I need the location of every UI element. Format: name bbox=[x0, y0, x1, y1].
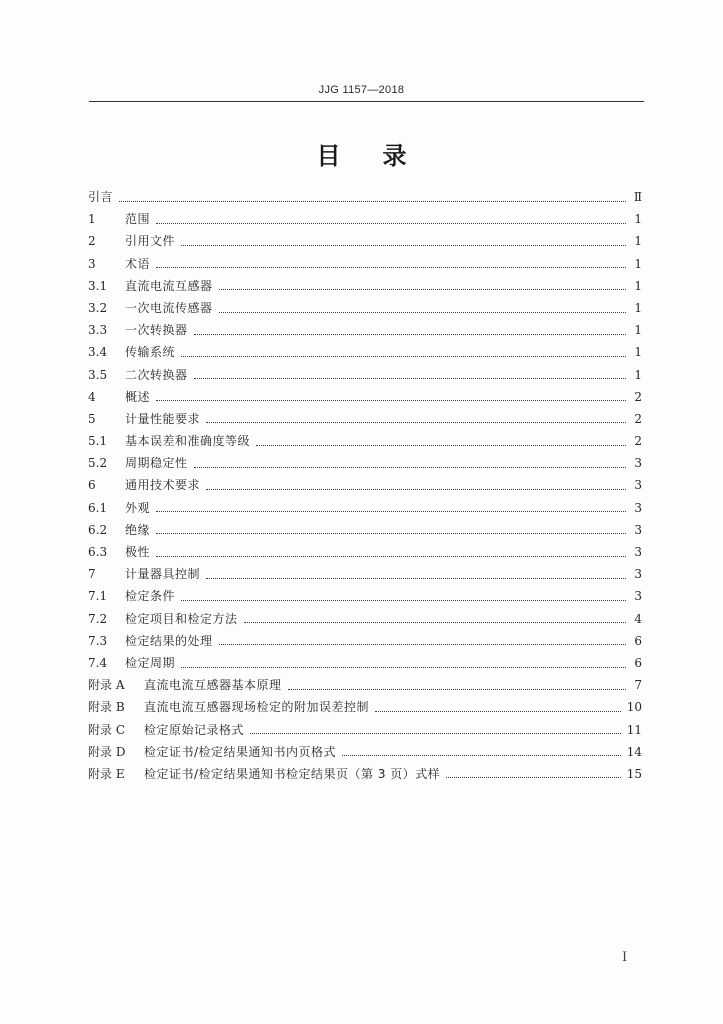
toc-entry[interactable] bbox=[88, 277, 642, 299]
toc-entry-page: 3 bbox=[634, 478, 642, 493]
toc-entry-page: 14 bbox=[626, 744, 642, 759]
standard-code: JJG 1157—2018 bbox=[318, 84, 405, 96]
toc-leader-dots bbox=[194, 334, 626, 335]
toc-leader-dots bbox=[156, 400, 626, 401]
toc-entry[interactable] bbox=[88, 299, 642, 321]
toc-entry-label: 基本误差和准确度等级 bbox=[125, 434, 251, 449]
toc-leader-dots bbox=[156, 223, 626, 224]
toc-entry-label: 直流电流互感器基本原理 bbox=[144, 678, 282, 693]
toc-entry-label: 直流电流互感器现场检定的附加误差控制 bbox=[144, 700, 370, 715]
toc-entry-number: 5.1 bbox=[88, 434, 108, 449]
toc-entry[interactable] bbox=[88, 565, 642, 587]
toc-entry-label: 术语 bbox=[125, 256, 151, 271]
toc-leader-dots bbox=[181, 245, 626, 246]
toc-entry[interactable] bbox=[88, 521, 642, 543]
toc-entry-number: 附录 E bbox=[88, 766, 125, 781]
footer-page-number: Ⅰ bbox=[622, 950, 628, 965]
toc-entry-page: 3 bbox=[634, 500, 642, 515]
toc-entry-number: 6.1 bbox=[88, 500, 108, 515]
toc-entry-number: 4 bbox=[88, 389, 96, 404]
toc-leader-dots bbox=[181, 356, 626, 357]
toc-leader-dots bbox=[156, 267, 626, 268]
toc-entry-page: 1 bbox=[634, 278, 642, 293]
toc-leader-dots bbox=[342, 755, 621, 756]
toc-leader-dots bbox=[446, 777, 620, 778]
toc-entry-page: Ⅱ bbox=[633, 190, 642, 204]
toc-entry-label: 概述 bbox=[125, 389, 151, 404]
toc-leader-dots bbox=[181, 600, 626, 601]
toc-entry-label: 通用技术要求 bbox=[125, 478, 201, 493]
toc-entry-label: 绝缘 bbox=[125, 522, 151, 537]
toc-leader-dots bbox=[119, 201, 626, 202]
toc-leader-dots bbox=[194, 378, 626, 379]
toc-entry-page: 2 bbox=[634, 389, 642, 404]
toc-leader-dots bbox=[156, 511, 626, 512]
toc-entry-number: 3.4 bbox=[88, 345, 108, 360]
toc-entry-number: 1 bbox=[88, 212, 96, 227]
toc-entry[interactable] bbox=[88, 454, 642, 476]
toc-entry-page: 3 bbox=[634, 589, 642, 604]
toc-entry-page: 11 bbox=[626, 722, 642, 737]
toc-entry-label: 外观 bbox=[125, 500, 151, 515]
toc-entry-number: 7.3 bbox=[88, 633, 108, 648]
toc-entry-label: 检定证书/检定结果通知书内页格式 bbox=[144, 744, 337, 759]
toc-entry-number: 附录 B bbox=[88, 700, 125, 715]
toc-entry-number: 6 bbox=[88, 478, 96, 493]
toc-entry[interactable] bbox=[88, 255, 642, 277]
toc-entry[interactable] bbox=[88, 654, 642, 676]
toc-entry-number: 7 bbox=[88, 567, 96, 582]
toc-entry-number: 3 bbox=[88, 256, 96, 271]
toc-entry-label: 一次转换器 bbox=[125, 323, 188, 338]
toc-entry-label: 传输系统 bbox=[125, 345, 176, 360]
toc-leader-dots bbox=[256, 445, 626, 446]
toc-entry-label: 直流电流互感器 bbox=[125, 278, 213, 293]
toc-entry[interactable] bbox=[88, 188, 642, 210]
table-of-contents bbox=[88, 188, 642, 787]
toc-entry-page: 1 bbox=[634, 367, 642, 382]
toc-entry-label: 引言 bbox=[88, 190, 114, 204]
toc-entry-number: 3.5 bbox=[88, 367, 108, 382]
toc-entry-label: 极性 bbox=[125, 545, 151, 559]
toc-entry-number: 6.3 bbox=[88, 545, 108, 559]
toc-entry-page: 4 bbox=[634, 611, 642, 626]
toc-entry-page: 2 bbox=[634, 411, 642, 426]
toc-entry-label: 周期稳定性 bbox=[125, 456, 188, 471]
toc-leader-dots bbox=[206, 578, 626, 579]
toc-entry-page: 1 bbox=[634, 345, 642, 360]
toc-entry-label: 检定周期 bbox=[125, 655, 176, 670]
page-title: 目录 bbox=[316, 142, 449, 170]
toc-leader-dots bbox=[375, 711, 621, 712]
toc-entry[interactable] bbox=[88, 587, 642, 609]
toc-entry[interactable] bbox=[88, 410, 642, 432]
toc-entry-page: 7 bbox=[634, 678, 642, 693]
toc-entry-label: 计量性能要求 bbox=[125, 411, 201, 426]
toc-entry-label: 一次电流传感器 bbox=[125, 300, 213, 315]
toc-entry-number: 6.2 bbox=[88, 522, 108, 537]
toc-entry-page: 1 bbox=[634, 234, 642, 249]
toc-entry-label: 检定条件 bbox=[125, 589, 176, 604]
toc-leader-dots bbox=[219, 312, 626, 313]
toc-entry[interactable] bbox=[88, 765, 642, 787]
toc-leader-dots bbox=[156, 556, 626, 557]
toc-entry[interactable] bbox=[88, 698, 642, 720]
toc-entry-number: 5.2 bbox=[88, 456, 108, 471]
toc-entry-page: 1 bbox=[634, 212, 642, 227]
toc-entry-label: 检定项目和检定方法 bbox=[125, 611, 238, 626]
toc-entry[interactable] bbox=[88, 499, 642, 521]
toc-entry[interactable] bbox=[88, 432, 642, 454]
toc-leader-dots bbox=[288, 689, 626, 690]
toc-entry-number: 3.1 bbox=[88, 278, 108, 293]
toc-entry[interactable] bbox=[88, 676, 642, 698]
toc-entry-label: 计量器具控制 bbox=[125, 567, 201, 582]
toc-entry-page: 10 bbox=[626, 700, 642, 715]
toc-entry[interactable] bbox=[88, 632, 642, 654]
toc-leader-dots bbox=[244, 622, 626, 623]
toc-entry[interactable] bbox=[88, 476, 642, 498]
toc-entry-number: 7.1 bbox=[88, 589, 108, 604]
toc-entry-label: 二次转换器 bbox=[125, 367, 188, 382]
toc-entry[interactable] bbox=[88, 721, 642, 743]
toc-entry-page: 1 bbox=[634, 300, 642, 315]
toc-entry[interactable] bbox=[88, 743, 642, 765]
toc-leader-dots bbox=[206, 489, 626, 490]
toc-entry[interactable] bbox=[88, 366, 642, 388]
toc-leader-dots bbox=[250, 733, 621, 734]
toc-entry-label: 范围 bbox=[125, 212, 151, 227]
toc-entry[interactable] bbox=[88, 610, 642, 632]
toc-entry-label: 检定原始记录格式 bbox=[144, 722, 245, 737]
toc-entry-page: 1 bbox=[634, 256, 642, 271]
toc-entry-page: 3 bbox=[634, 545, 642, 559]
toc-entry-label: 检定证书/检定结果通知书检定结果页（第 3 页）式样 bbox=[144, 766, 441, 781]
toc-leader-dots bbox=[219, 644, 626, 645]
toc-entry-number: 7.2 bbox=[88, 611, 108, 626]
toc-entry-page: 2 bbox=[634, 434, 642, 449]
toc-entry-number: 附录 C bbox=[88, 722, 125, 737]
toc-entry-page: 3 bbox=[634, 567, 642, 582]
toc-entry-number: 7.4 bbox=[88, 655, 108, 670]
toc-leader-dots bbox=[219, 289, 626, 290]
toc-entry[interactable] bbox=[88, 210, 642, 232]
toc-leader-dots bbox=[194, 467, 626, 468]
toc-entry-label: 引用文件 bbox=[125, 234, 176, 249]
toc-entry-number: 3.3 bbox=[88, 323, 108, 338]
toc-leader-dots bbox=[181, 667, 626, 668]
toc-entry-page: 15 bbox=[626, 766, 642, 781]
toc-leader-dots bbox=[156, 533, 626, 534]
toc-leader-dots bbox=[206, 422, 626, 423]
toc-entry-number: 3.2 bbox=[88, 300, 108, 315]
toc-entry-page: 3 bbox=[634, 522, 642, 537]
toc-entry[interactable] bbox=[88, 543, 642, 565]
toc-entry-page: 6 bbox=[634, 655, 642, 670]
toc-entry[interactable] bbox=[88, 388, 642, 410]
header-rule bbox=[89, 101, 644, 102]
toc-entry[interactable] bbox=[88, 232, 642, 254]
toc-entry-label: 检定结果的处理 bbox=[125, 633, 213, 648]
toc-entry-page: 6 bbox=[634, 633, 642, 648]
toc-entry-number: 5 bbox=[88, 411, 96, 426]
toc-entry[interactable] bbox=[88, 321, 642, 343]
toc-entry-page: 3 bbox=[634, 456, 642, 471]
toc-entry-number: 2 bbox=[88, 234, 96, 249]
toc-entry-number: 附录 A bbox=[88, 678, 125, 693]
toc-entry-number: 附录 D bbox=[88, 744, 126, 759]
toc-entry-page: 1 bbox=[634, 323, 642, 338]
toc-entry[interactable] bbox=[88, 343, 642, 365]
